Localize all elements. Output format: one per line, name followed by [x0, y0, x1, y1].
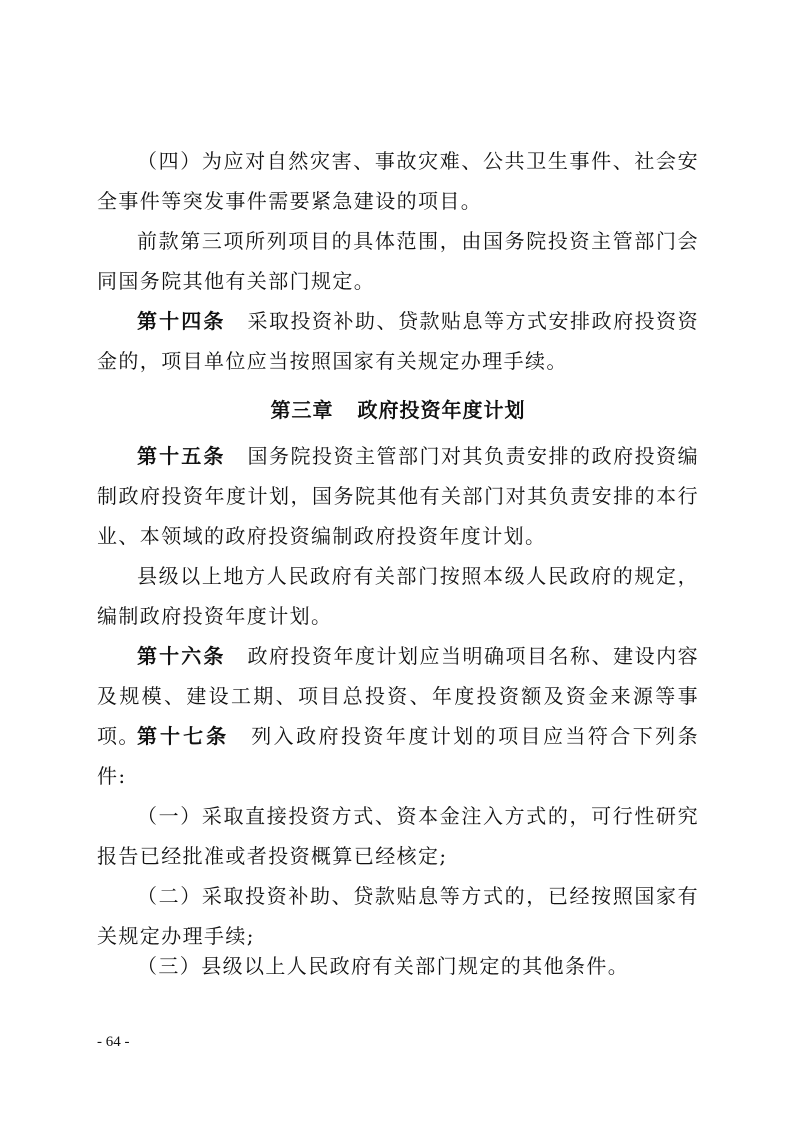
- article-17-text: 列入政府投资年度计划的项目应当符合下列条件:: [97, 724, 700, 788]
- article-16-text: 政府投资年度计划应当明确项目名称、建设内容及规模、建设工期、项目总投资、年度投资额及资金来源等事项。: [97, 644, 699, 748]
- list-item-one: （一）采取直接投资方式、资本金注入方式的，可行性研究报告已经批准或者投资概算已经核定;: [97, 804, 699, 868]
- article-16-label: 第十六条: [137, 644, 226, 668]
- chapter-number: 第三章: [270, 398, 334, 422]
- article-15-text: 国务院投资主管部门对其负责安排的政府投资编制政府投资年度计划，国务院其他有关部门对其负责安排的本行业、本领域的政府投资编制政府投资年度计划。: [97, 444, 699, 548]
- article-14: [97, 301, 699, 381]
- page-number: - 64 -: [97, 1034, 130, 1050]
- list-item-two: （二）采取投资补助、贷款贴息等方式的，已经按照国家有关规定办理手续;: [97, 884, 699, 948]
- article-15-label: 第十五条: [137, 444, 226, 468]
- paragraph-item-four: （四）为应对自然灾害、事故灾难、公共卫生事件、社会安全事件等突发事件需要紧急建设的项目。: [97, 149, 699, 213]
- article-14-text: 采取投资补助、贷款贴息等方式安排政府投资资金的，项目单位应当按照国家有关规定办理手续。: [97, 309, 699, 373]
- paragraph-scope-note: 前款第三项所列项目的具体范围，由国务院投资主管部门会同国务院其他有关部门规定。: [97, 229, 699, 293]
- chapter-heading: [97, 390, 699, 430]
- paragraph-local-plans: 县级以上地方人民政府有关部门按照本级人民政府的规定，编制政府投资年度计划。: [97, 564, 699, 628]
- article-17-label: 第十七条: [137, 724, 230, 748]
- chapter-title: 政府投资年度计划: [357, 398, 526, 422]
- article-17: [97, 716, 699, 796]
- article-15: [97, 436, 699, 556]
- list-item-three: （三）县级以上人民政府有关部门规定的其他条件。: [137, 954, 630, 978]
- article-14-label: 第十四条: [137, 309, 226, 333]
